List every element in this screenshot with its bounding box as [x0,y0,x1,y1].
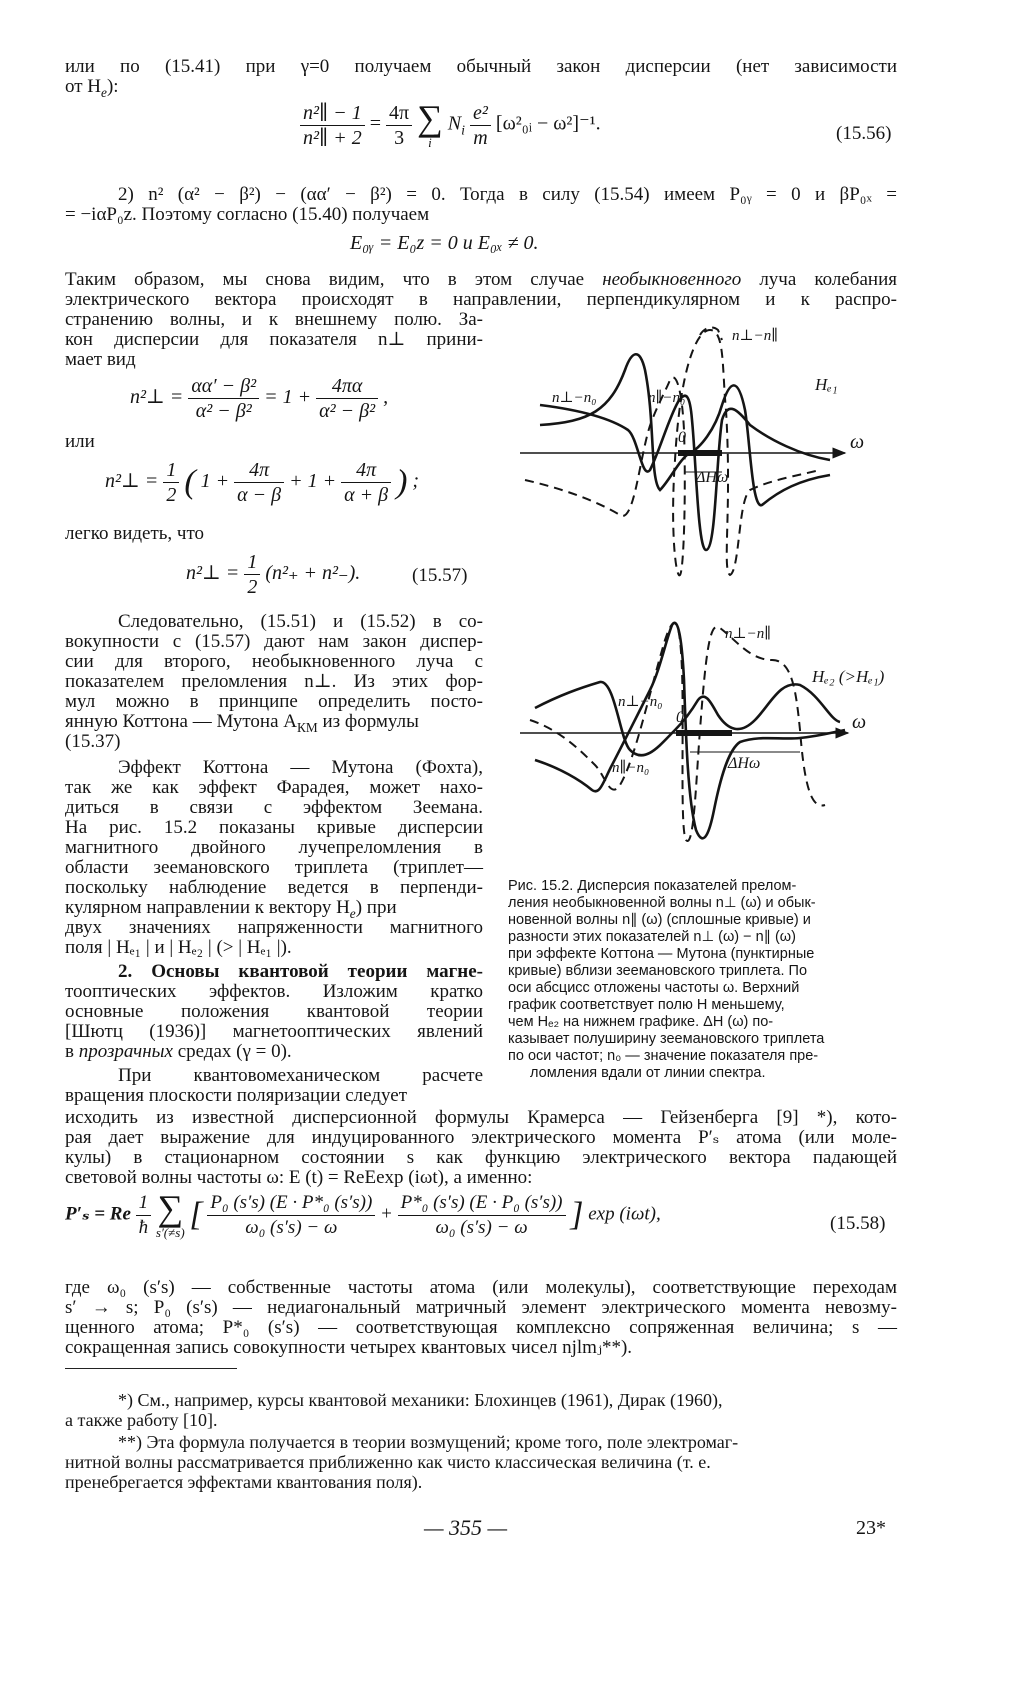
text-line: вращения плоскости поляризации следует [65,1085,407,1106]
text-line: в прозрачных средах (γ = 0). [65,1041,292,1062]
text-line: области зеемановского триплета (триплет— [65,857,483,878]
equation-number: (15.56) [836,123,892,144]
footnote: нитной волны рассматривается приближенно как чисто классическая величина (т. е. [65,1452,711,1472]
text-line: вокупности с (15.57) дают нам закон диспер- [65,631,483,652]
text-line: (15.37) [65,731,121,752]
figure-caption-line: новенной волны n∥ (ω) (сплошные кривые) и [508,912,811,928]
text-line: Следовательно, (15.51) и (15.52) в со- [118,611,483,632]
page-number: — 355 — [424,1515,508,1540]
equation-15-58: P′ₛ = Re $\frac{1}{ħ}$ ∑ s′(≠s) [ $\frac{\text{P₀ (s′s) (E · P*₀ (s′s))}}{\text{ω₀ (s′s) − ω}}$ + $\frac{\text{P*₀ (s′s) (E · P₀ (s′s))}}{\text{ω₀ (s′s) − ω}}$ ] exp (iωt), [65,1188,661,1240]
footnote: *) См., например, курсы квантовой механики: Блохинцев (1961), Дирак (1960), [118,1390,723,1410]
figure-15-2 [500,310,900,870]
text-line: тооптических эффектов. Изложим кратко [65,981,483,1002]
text-line: мул можно в принципе определить посто- [65,691,483,712]
text-line: или по (15.41) при γ=0 получаем обычный закон дисперсии (нет зависимости [65,56,897,77]
text-line: 2) n² (α² − β²) − (αα′ − β²) = 0. Тогда в силу (15.54) имеем P₀ᵧ = 0 и βP₀ₓ = [118,184,897,205]
equation-E-components: E₀ᵧ = E₀z = 0 и E₀ₓ ≠ 0. [350,232,539,254]
footnote: пренебрегается эффектами квантования поля). [65,1472,423,1492]
text-line: поля | Hₑ₁ | и | Hₑ₂ | (> | Hₑ₁ |). [65,937,292,958]
figure-caption-line: кривые) вблизи зеемановского триплета. По [508,963,808,979]
text-line: двух значениях напряженности магнитного [65,917,483,938]
text-line: где ω₀ (s′s) — собственные частоты атома (или молекулы), соответствующие переходам [65,1277,897,1298]
text-line: диться в связи с эффектом Зеемана. [65,797,483,818]
footnote-rule [65,1368,237,1369]
label-omega: ω [850,431,865,453]
figure-caption-line: ломления вдали от линии спектра. [530,1065,766,1081]
text-line: исходить из известной дисперсионной формулы Крамерса — Гейзенберга [9] *), кото- [65,1107,897,1128]
equation-number: (15.58) [830,1213,886,1234]
figure-caption-line: казывает полуширину зеемановского триплета [508,1031,825,1047]
text-line: так же как эффект Фарадея, может нахо- [65,777,483,798]
text-line: [Шютц (1936)] магнетооптических явлений [65,1021,483,1042]
label-n-perp-minus-n-par: n⊥−n∥ [732,328,779,344]
label-field: Hₑ₂ (>Hₑ₁) [812,667,885,686]
label-zero: 0 [678,429,686,446]
text-line: На рис. 15.2 показаны кривые дисперсии [65,817,483,838]
figure-caption-line: график соответствует полю H меньшему, [508,997,785,1013]
footnote: **) Эта формула получается в теории возмущений; кроме того, поле электромаг- [118,1432,739,1452]
text-line: сокращенная запись совокупности четырех квантовых чисел njlmⱼ**). [65,1337,633,1358]
label-omega: ω [852,711,867,733]
text-line: щенного атома; P*₀ (s′s) — соответствующая комплексно сопряженная величина; s — [65,1317,897,1338]
signature-mark: 23* [856,1517,886,1539]
figure-caption-line: по оси частот; n₀ — значение показателя пре- [508,1048,819,1064]
text-line: = −iαP₀z. Поэтому согласно (15.40) получаем [65,204,430,225]
figure-caption-line: ления необыкновенной волны n⊥ (ω) и обык- [508,895,816,911]
text-line: странению волны, и к внешнему полю. За- [65,309,483,330]
text-line: кулярном направлении к вектору $H_e$) при [65,897,397,921]
text-line: рая дает выражение для индуцированного электрического момента P′ₛ атома (или моле- [65,1127,897,1148]
text-line: поскольку наблюдение ведется в перпенди- [65,877,483,898]
text-line: янную Коттона — Мутона $A_{КМ}$ из формулы [65,711,419,735]
top-dispersion-graph [520,327,864,575]
text-line: электрического вектора происходят в направлении, перпендикулярном и к распро- [65,289,897,310]
label-n-perp-minus-n-par: n⊥−n∥ [725,626,772,642]
text-line: основные положения квантовой теории [65,1001,483,1022]
equation-nperp-1: n²⊥ = $\frac{\text{αα′ − β²}}{\text{α² − β²}}$ = 1 + $\frac{4\pi\alpha}{\text{α² − β²}}$ , [130,375,389,422]
label-n-perp-minus-n0: n⊥−n₀ [618,694,663,710]
figure-caption-line: при эффекте Коттона — Мутона (пунктирные [508,946,815,962]
figure-caption-line: Рис. 15.2. Дисперсия показателей прелом- [508,878,797,894]
text-line: Таким образом, мы снова видим, что в этом случае необыкновенного луча колебания [65,269,897,290]
triplet-bar [676,730,732,736]
text-line: s′ → s; P₀ (s′s) — недиагональный матричный элемент электрического момента невозму- [65,1297,897,1318]
label-delta-h-omega: ΔHω [696,469,729,486]
equation-15-56: $\frac{\text{n²∥ − 1}}{\text{n²∥ + 2}}$ = $\frac{4\pi}{3}$ ∑ i $N_i$ $\frac{\text{e²}}{m}$ [ω²₀ᵢ − ω²]⁻¹. [300,100,601,150]
text-line: магнитного двойного лучепреломления в [65,837,483,858]
figure-caption-line: чем Hₑ₂ на нижнем графике. ΔH (ω) по- [508,1014,774,1030]
text-line: световой волны частоты ω: E (t) = ReEexp (iωt), а именно: [65,1167,533,1188]
text-line: кон дисперсии для показателя n⊥ прини- [65,329,483,350]
label-delta-h-omega: ΔHω [728,755,761,772]
label-field: Hₑ₁ [815,375,838,394]
equation-number: (15.57) [412,565,468,586]
equation-nperp-2: n²⊥ = $\frac{1}{2}$ ( 1 + $\frac{4\pi}{\alpha - \beta}$ + 1 + $\frac{4\pi}{\alpha + \beta}$ ) ; [105,459,420,506]
text-line: При квантовомеханическом расчете [118,1065,483,1086]
equation-15-57: n²⊥ = $\frac{1}{2}$ (n²₊ + n²₋). [186,551,361,598]
text-line: мает вид [65,349,136,370]
label-n-perp-minus-n0: n⊥−n₀ [552,390,597,406]
section-heading: 2. Основы квантовой теории магне- [118,961,483,982]
text-line: сии для второго, необыкновенного луча с [65,651,483,672]
figure-caption-line: оси абсцисс отложены частоты ω. Верхний [508,980,800,996]
bottom-dispersion-graph [520,623,885,841]
footnote: а также работу [10]. [65,1410,218,1430]
text-line: показателем преломления n⊥. Из этих фор- [65,671,483,692]
text-line: от $H_e$): [65,76,119,100]
label-n-par-minus-n0: n∥−n₀ [612,760,650,776]
label-n-par-minus-n0: n∥−n₀ [648,390,686,406]
label-zero: 0 [676,709,684,726]
text-line: легко видеть, что [65,523,205,544]
figure-caption-line: разности этих показателей n⊥ (ω) − n∥ (ω) [508,929,796,945]
text-line: кулы) в стационарном состоянии s как функцию электрического вектора падающей [65,1147,897,1168]
text-line: Эффект Коттона — Мутона (Фохта), [118,757,483,778]
text-line: или [65,431,95,452]
